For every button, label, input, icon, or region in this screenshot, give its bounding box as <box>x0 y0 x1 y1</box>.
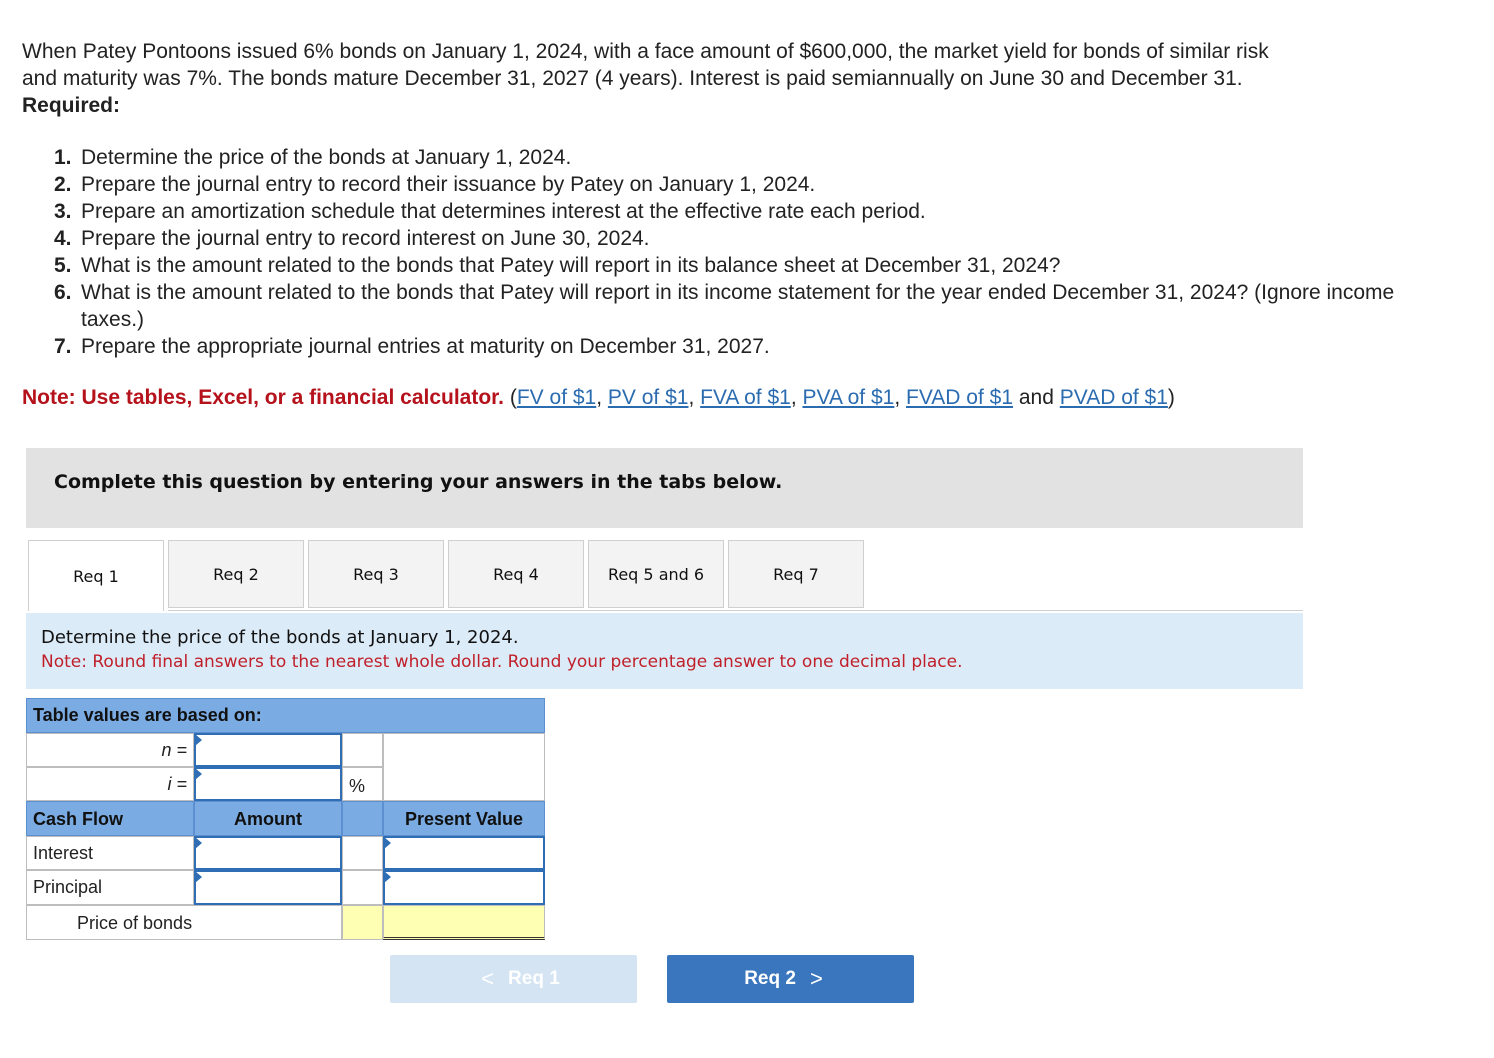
task-list <box>54 144 1454 360</box>
n-label: n = <box>26 733 194 767</box>
tab-req-7[interactable]: Req 7 <box>728 540 864 608</box>
principal-pv-input[interactable] <box>383 870 545 905</box>
intro-line-2: and maturity was 7%. The bonds mature December 31, 2027 (4 years). Interest is paid semiannually on June 30 and December 31. <box>22 67 1243 90</box>
tab-req-2[interactable]: Req 2 <box>168 540 304 608</box>
i-label: i = <box>26 767 194 801</box>
rounding-note: Note: Round final answers to the nearest whole dollar. Round your percentage answer to one decimal place. <box>41 652 963 672</box>
tab-req-4[interactable]: Req 4 <box>448 540 584 608</box>
chevron-right-icon: > <box>809 966 823 991</box>
blank-cell <box>383 733 545 801</box>
req-tabs <box>28 540 868 610</box>
link-fv-of-1[interactable]: FV of $1 <box>516 386 597 409</box>
interest-amount-input[interactable] <box>194 836 342 870</box>
tables-note: Note: Use tables, Excel, or a financial calculator. (FV of $1, PV of $1, FVA of $1, PVA of $1, FVAD of $1 and PVAD of $1) <box>22 386 1175 409</box>
col-header-amount: Amount <box>194 801 342 836</box>
principal-spacer <box>342 870 383 905</box>
link-fvad-of-1[interactable]: FVAD of $1 <box>906 386 1014 409</box>
tab-req-5-and-6[interactable]: Req 5 and 6 <box>588 540 724 608</box>
task-item: 4. Prepare the journal entry to record interest on June 30, 2024. <box>54 227 650 250</box>
table-title: Table values are based on: <box>26 698 545 733</box>
note-label: Note: Use tables, Excel, or a financial calculator. <box>22 386 505 409</box>
task-item: 6. What is the amount related to the bonds that Patey will report in its income statement for the year ended December 31, 2024? (Ignore income taxes.) <box>54 281 1395 331</box>
i-input[interactable] <box>194 767 342 801</box>
row-label-price-of-bonds: Price of bonds <box>26 905 342 940</box>
percent-sign: % <box>342 767 383 801</box>
tab-req-3[interactable]: Req 3 <box>308 540 444 608</box>
task-item: 3. Prepare an amortization schedule that determines interest at the effective rate each period. <box>54 200 926 223</box>
task-item: 2. Prepare the journal entry to record their issuance by Patey on January 1, 2024. <box>54 173 816 196</box>
bond-price-table <box>26 698 545 940</box>
problem-intro <box>22 38 1462 119</box>
principal-amount-input[interactable] <box>194 870 342 905</box>
n-input[interactable] <box>194 733 342 767</box>
next-req-button[interactable]: Req 2 > <box>667 955 914 1003</box>
tab-divider <box>168 610 1303 611</box>
price-of-bonds-total <box>383 905 545 940</box>
link-fva-of-1[interactable]: FVA of $1 <box>700 386 791 409</box>
task-item: 1. Determine the price of the bonds at January 1, 2024. <box>54 146 572 169</box>
complete-text: Complete this question by entering your answers in the tabs below. <box>54 471 783 493</box>
interest-pv-input[interactable] <box>383 836 545 870</box>
prev-req-button[interactable]: < Req 1 <box>390 955 637 1003</box>
col-header-present-value: Present Value <box>383 801 545 836</box>
interest-spacer <box>342 836 383 870</box>
req-instructions <box>26 613 1303 689</box>
col-header-spacer <box>342 801 383 836</box>
link-pv-of-1[interactable]: PV of $1 <box>607 386 689 409</box>
complete-instructions-banner <box>26 448 1303 528</box>
required-heading: Required: <box>22 94 121 117</box>
price-spacer <box>342 905 383 940</box>
req-question: Determine the price of the bonds at January 1, 2024. <box>41 627 519 648</box>
col-header-cash-flow: Cash Flow <box>26 801 194 836</box>
n-unit-cell <box>342 733 383 767</box>
tab-req-1[interactable]: Req 1 <box>28 540 164 611</box>
link-pva-of-1[interactable]: PVA of $1 <box>802 386 895 409</box>
row-label-interest: Interest <box>26 836 194 870</box>
link-pvad-of-1[interactable]: PVAD of $1 <box>1059 386 1168 409</box>
intro-line-1: When Patey Pontoons issued 6% bonds on January 1, 2024, with a face amount of $600,000, the market yield for bonds of similar risk <box>22 40 1269 63</box>
chevron-left-icon: < <box>481 966 495 991</box>
task-item: 7. Prepare the appropriate journal entries at maturity on December 31, 2027. <box>54 335 770 358</box>
row-label-principal: Principal <box>26 870 194 905</box>
task-item: 5. What is the amount related to the bonds that Patey will report in its balance sheet at December 31, 2024? <box>54 254 1061 277</box>
